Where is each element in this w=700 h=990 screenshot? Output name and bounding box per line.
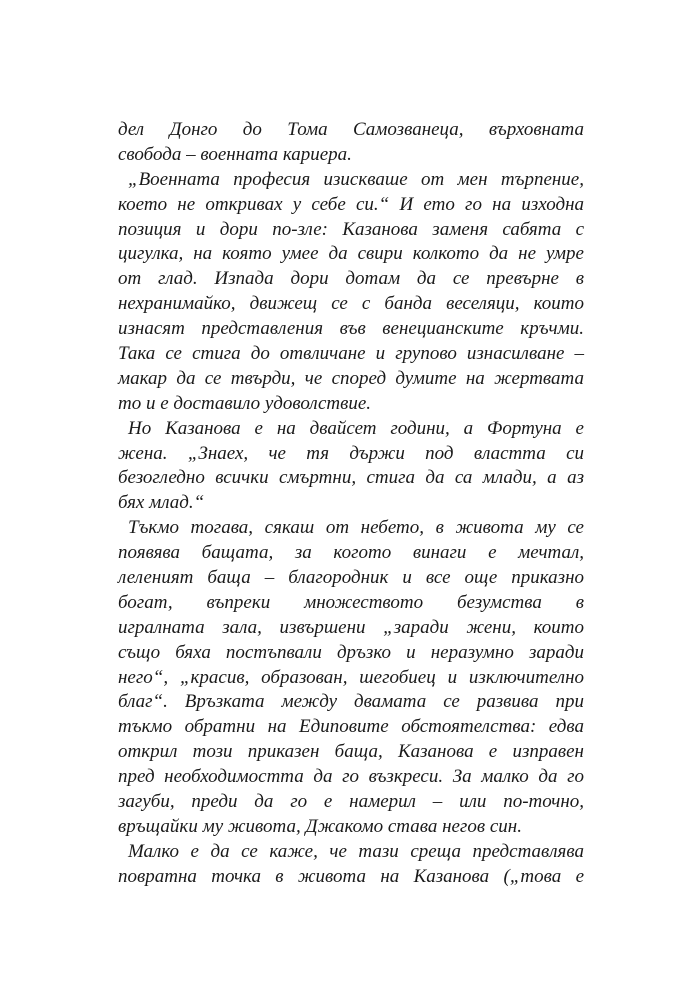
text-line: открил този приказен баща, Казанова е изправен xyxy=(118,741,584,763)
paragraph xyxy=(118,516,584,840)
text-line: Но Казанова е на двайсет години, а Фортуна е xyxy=(128,417,584,439)
paragraph xyxy=(118,417,584,517)
text-line: позиция и дори по-зле: Казанова заменя сабята с xyxy=(118,218,584,240)
text-line: което не откривах у себе си.“ И ето го на изходна xyxy=(118,193,584,215)
text-line: изнасят представления във венецианските кръчми. xyxy=(118,318,584,340)
text-line: него“, „красив, образован, шегобиец и изключително xyxy=(118,666,584,688)
text-line: Така се стига до отвличане и групово изнасилване – xyxy=(118,343,584,365)
paragraph xyxy=(118,168,584,417)
text-line: Малко е да се каже, че тази среща представлява xyxy=(128,840,584,862)
paragraph xyxy=(118,118,584,168)
text-line: нехранимайко, движещ се с банда веселяци, които xyxy=(118,293,584,315)
text-line: безогледно всички смъртни, стига да са млади, а аз xyxy=(118,467,584,489)
text-line: от глад. Изпада дори дотам да се превърне в xyxy=(118,268,584,290)
text-line: повратна точка в живота на Казанова („това е xyxy=(118,865,584,887)
paragraph xyxy=(118,840,584,890)
text-line: дел Донго до Тома Самозванеца, върховната xyxy=(118,119,584,140)
text-line: жена. „Знаех, че тя държи под властта си xyxy=(118,442,584,464)
text-line: връщайки му живота, Джакомо става негов син. xyxy=(118,815,522,837)
text-line: също бяха постъпвали дръзко и неразумно заради xyxy=(118,641,584,663)
text-line: Тъкмо тогава, сякаш от небето, в живота му се xyxy=(128,517,584,539)
text-line: появява бащата, за когото винаги е мечтал, xyxy=(118,542,584,564)
text-line: бях млад.“ xyxy=(118,492,205,514)
text-line: загуби, преди да го е намерил – или по-точно, xyxy=(118,791,584,813)
text-line: тъкмо обратни на Едиповите обстоятелства: едва xyxy=(118,716,584,738)
text-line: пред необходимостта да го възкреси. За малко да го xyxy=(118,766,584,788)
text-line: богат, въпреки множеството безумства в xyxy=(118,591,584,613)
text-line: благ“. Връзката между двамата се развива при xyxy=(118,691,584,713)
text-line: то и е доставило удоволствие. xyxy=(118,392,372,414)
text-line: макар да се твърди, че според думите на жертвата xyxy=(118,367,584,389)
text-line: игралната зала, извършени „заради жени, които xyxy=(118,616,584,638)
text-line: леленият баща – благородник и все още приказно xyxy=(118,567,584,589)
text-line: „Военната професия изискваше от мен търпение, xyxy=(128,168,584,190)
text-line: цигулка, на която умее да свири колкото да не умре xyxy=(118,243,584,265)
text-line: свобода – военната кариера. xyxy=(118,143,352,165)
book-page xyxy=(118,118,584,890)
